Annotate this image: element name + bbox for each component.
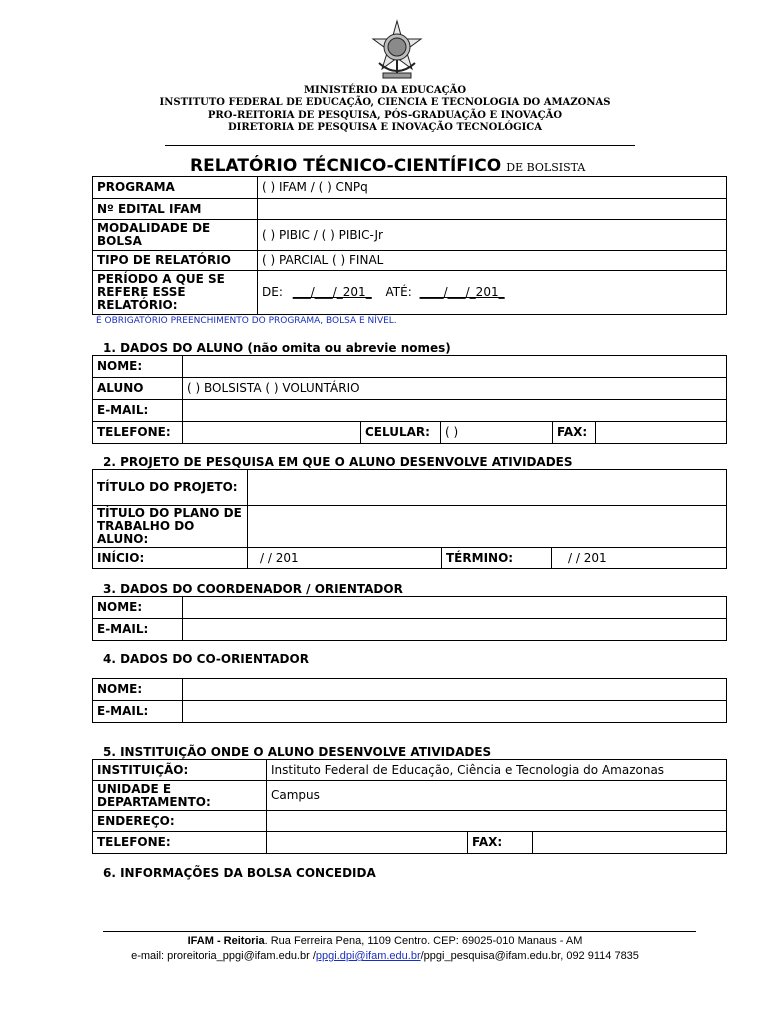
modalidade-field[interactable]: ( ) PIBIC / ( ) PIBIC-Jr	[258, 220, 727, 251]
footer-org: IFAM - Reitoria	[187, 935, 265, 947]
advisor-name-field[interactable]	[183, 597, 727, 619]
footer-address-text: . Rua Ferreira Pena, 1109 Centro. CEP: 69025-010 Manaus - AM	[264, 935, 583, 947]
header-divider	[165, 145, 635, 146]
modalidade-label: MODALIDADE DE BOLSA	[93, 220, 258, 251]
co-advisor-name-label: NOME:	[93, 679, 183, 701]
project-end-label: TÉRMINO:	[442, 548, 552, 569]
periodo-label: PERÍODO A QUE SE REFERE ESSE RELATÓRIO:	[93, 271, 258, 315]
periodo-de-value: ___/___/_201_	[292, 285, 372, 299]
periodo-field[interactable]	[258, 271, 727, 315]
footer-contacts	[0, 950, 770, 962]
programa-field[interactable]: ( ) IFAM / ( ) CNPq	[258, 177, 727, 199]
advisor-table	[92, 596, 727, 641]
student-fax-label: FAX:	[553, 422, 596, 444]
co-advisor-table	[92, 678, 727, 723]
student-email-label: E-MAIL:	[93, 400, 183, 422]
student-name-field[interactable]	[183, 356, 727, 378]
footer-email-prefix: e-mail: proreitoria_ppgi@ifam.edu.br /	[131, 950, 316, 962]
edital-label: Nº EDITAL IFAM	[93, 199, 258, 220]
institution-fax-field[interactable]	[533, 832, 727, 854]
advisor-email-label: E-MAIL:	[93, 619, 183, 641]
co-advisor-name-field[interactable]	[183, 679, 727, 701]
project-title-field[interactable]	[248, 470, 727, 506]
footer-divider	[103, 931, 696, 932]
title-suffix: DE BOLSISTA	[506, 161, 586, 174]
project-start-field[interactable]: / / 201	[248, 548, 442, 569]
institution-table	[92, 759, 727, 854]
student-type-label: ALUNO	[93, 378, 183, 400]
section-5-title: 5. INSTITUIÇÃO ONDE O ALUNO DESENVOLVE ATIVIDADES	[103, 745, 492, 759]
periodo-ate-value: ____/___/_201_	[419, 285, 505, 299]
header-directorate: DIRETORIA DE PESQUISA E INOVAÇÃO TECNOLÓGICA	[227, 122, 543, 133]
header-pro-rectorate: PRO-REITORIA DE PESQUISA, PÓS-GRADUAÇÃO E INOVAÇÃO	[207, 110, 563, 121]
document-title	[190, 156, 585, 176]
address-field[interactable]	[267, 811, 727, 832]
co-advisor-email-label: E-MAIL:	[93, 701, 183, 723]
student-cell-label: CELULAR:	[361, 422, 441, 444]
section-6-title: 6. INFORMAÇÕES DA BOLSA CONCEDIDA	[103, 866, 376, 880]
section-4-title: 4. DADOS DO CO-ORIENTADOR	[103, 652, 309, 666]
student-table	[92, 355, 727, 444]
footer-email-link[interactable]: ppgi.dpi@ifam.edu.br	[315, 950, 421, 962]
institution-label: INSTITUIÇÃO:	[93, 760, 267, 781]
section-3-title: 3. DADOS DO COORDENADOR / ORIENTADOR	[103, 582, 403, 596]
advisor-name-label: NOME:	[93, 597, 183, 619]
project-start-label: INÍCIO:	[93, 548, 248, 569]
institution-phone-label: TELEFONE:	[93, 832, 267, 854]
project-end-field[interactable]: / / 201	[552, 548, 727, 569]
mandatory-note: É OBRIGATÓRIO PREENCHIMENTO DO PROGRAMA, BOLSA E NÍVEL.	[96, 316, 397, 326]
advisor-email-field[interactable]	[183, 619, 727, 641]
work-plan-title-label: TÍTULO DO PLANO DE TRABALHO DO ALUNO:	[93, 506, 248, 548]
section-2-title: 2. PROJETO DE PESQUISA EM QUE O ALUNO DESENVOLVE ATIVIDADES	[103, 455, 573, 469]
coat-of-arms-emblem	[369, 19, 425, 81]
tipo-relatorio-field[interactable]: ( ) PARCIAL ( ) FINAL	[258, 251, 727, 271]
intro-table	[92, 176, 727, 315]
work-plan-title-field[interactable]	[248, 506, 727, 548]
co-advisor-email-field[interactable]	[183, 701, 727, 723]
student-fax-field[interactable]	[596, 422, 727, 444]
student-type-field[interactable]: ( ) BOLSISTA ( ) VOLUNTÁRIO	[183, 378, 727, 400]
title-main: RELATÓRIO TÉCNICO-CIENTÍFICO	[190, 156, 502, 176]
institution-phone-field[interactable]	[267, 832, 468, 854]
student-email-field[interactable]	[183, 400, 727, 422]
address-label: ENDEREÇO:	[93, 811, 267, 832]
footer-email-suffix: /ppgi_pesquisa@ifam.edu.br, 092 9114 7835	[420, 950, 639, 962]
student-phone-label: TELEFONE:	[93, 422, 183, 444]
student-name-label: NOME:	[93, 356, 183, 378]
student-cell-field[interactable]: ( )	[441, 422, 553, 444]
periodo-de-label: DE:	[262, 285, 283, 299]
institution-field[interactable]: Instituto Federal de Educação, Ciência e Tecnologia do Amazonas	[267, 760, 727, 781]
student-phone-field[interactable]	[183, 422, 361, 444]
project-table	[92, 469, 727, 569]
header-ministry: MINISTÉRIO DA EDUCAÇÃO	[303, 85, 467, 96]
project-title-label: TÍTULO DO PROJETO:	[93, 470, 248, 506]
footer-address	[0, 935, 770, 947]
header-institute: INSTITUTO FEDERAL DE EDUCAÇÃO, CIENCIA E TECNOLOGIA DO AMAZONAS	[159, 97, 611, 108]
tipo-relatorio-label: TIPO DE RELATÓRIO	[93, 251, 258, 271]
department-label: UNIDADE E DEPARTAMENTO:	[93, 781, 267, 811]
programa-label: PROGRAMA	[93, 177, 258, 199]
department-field[interactable]: Campus	[267, 781, 727, 811]
section-1-title: 1. DADOS DO ALUNO (não omita ou abrevie nomes)	[103, 341, 451, 355]
edital-field[interactable]	[258, 199, 727, 220]
institution-fax-label: FAX:	[468, 832, 533, 854]
periodo-ate-label: ATÉ:	[385, 285, 412, 299]
